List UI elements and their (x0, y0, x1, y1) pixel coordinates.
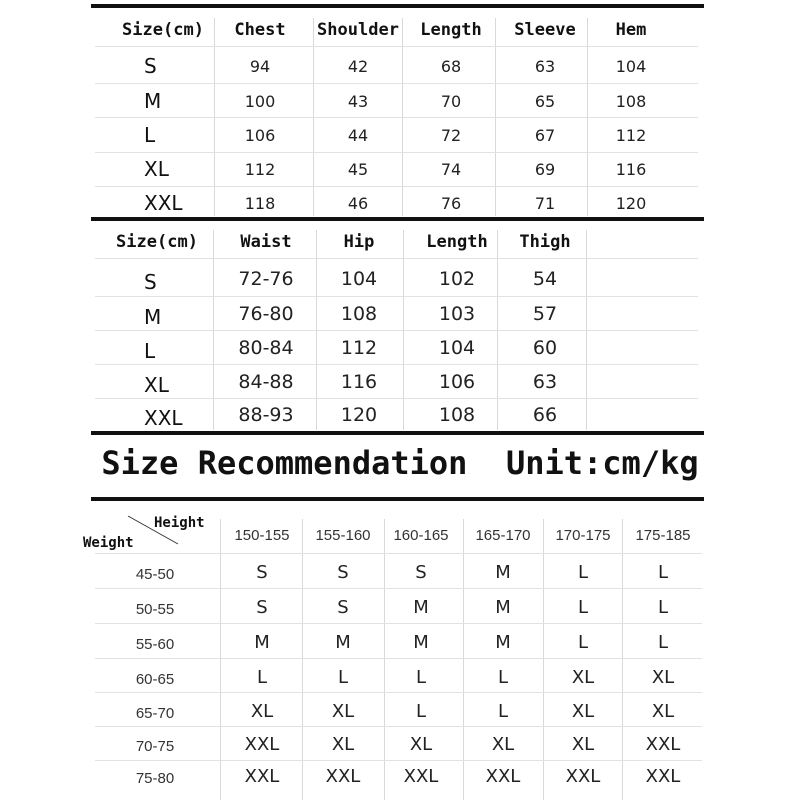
divider-after-top-table (91, 217, 704, 221)
pants-table-row-line (95, 330, 698, 331)
recommended-size-cell: XL (331, 734, 355, 755)
recommended-size-cell: XXL (244, 734, 280, 755)
weight-range-label: 55-60 (135, 636, 175, 653)
pants-table-row-line (95, 258, 698, 259)
top-table-header-2: Shoulder (317, 20, 399, 40)
pants-table-cell: 80-84 (238, 337, 294, 359)
pants-table-cell: 102 (438, 268, 476, 290)
pants-table-cell: 108 (438, 404, 476, 426)
weight-range-label: 60-65 (135, 671, 175, 688)
corner-header (80, 508, 220, 554)
height-range-header: 175-185 (635, 527, 691, 544)
top-table-cell: 65 (534, 92, 556, 111)
top-table-cell: 116 (615, 160, 647, 179)
pants-table-cell: 106 (438, 371, 476, 393)
recommended-size-cell: XXL (325, 766, 361, 787)
pants-table-header-1: Waist (240, 232, 292, 252)
divider-top (91, 4, 704, 8)
pants-table-header-4: Thigh (519, 232, 571, 252)
recommended-size-cell: XL (571, 734, 595, 755)
recommended-size-cell: L (256, 667, 268, 688)
pants-table-header-3: Length (426, 232, 488, 252)
rec-table-column-line (463, 519, 464, 800)
top-table-header-5: Hem (615, 20, 647, 40)
pants-table-size-label: L (144, 339, 156, 363)
rec-table-column-line (543, 519, 544, 800)
divider-after-title (91, 497, 704, 501)
top-table-cell: 44 (347, 126, 369, 145)
top-table-cell: 42 (347, 57, 369, 76)
weight-range-label: 75-80 (135, 770, 175, 787)
top-table-cell: 71 (534, 194, 556, 213)
pants-table-cell: 63 (532, 371, 558, 393)
pants-table-cell: 104 (340, 268, 378, 290)
corner-weight-label: Weight (83, 535, 134, 551)
recommended-size-cell: S (415, 562, 427, 583)
pants-table-row-line (95, 364, 698, 365)
divider-after-pants-table (91, 431, 704, 435)
rec-table-column-line (302, 519, 303, 800)
recommended-size-cell: S (337, 597, 349, 618)
top-table-size-label: XL (144, 157, 169, 181)
top-table-header-4: Sleeve (514, 20, 576, 40)
recommended-size-cell: L (657, 632, 669, 653)
weight-range-label: 45-50 (135, 566, 175, 583)
top-table-cell: 118 (244, 194, 276, 213)
weight-range-label: 70-75 (135, 738, 175, 755)
weight-range-label: 50-55 (135, 601, 175, 618)
top-table-size-label: XXL (144, 191, 183, 215)
height-range-header: 170-175 (555, 527, 611, 544)
recommended-size-cell: M (335, 632, 351, 653)
pants-table-cell: 112 (340, 337, 378, 359)
recommended-size-cell: M (495, 562, 511, 583)
recommended-size-cell: S (337, 562, 349, 583)
recommended-size-cell: XL (651, 701, 675, 722)
top-table-row-line (95, 117, 698, 118)
pants-table-cell: 120 (340, 404, 378, 426)
recommended-size-cell: L (657, 597, 669, 618)
pants-table-cell: 60 (532, 337, 558, 359)
pants-table-cell: 103 (438, 303, 476, 325)
pants-table-cell: 66 (532, 404, 558, 426)
recommended-size-cell: XXL (565, 766, 601, 787)
height-range-header: 150-155 (234, 527, 290, 544)
pants-table-cell: 108 (340, 303, 378, 325)
recommended-size-cell: L (415, 701, 427, 722)
top-table-cell: 74 (440, 160, 462, 179)
pants-table-row-line (95, 398, 698, 399)
pants-table-cell: 54 (532, 268, 558, 290)
pants-table-row-line (95, 296, 698, 297)
top-table-size-label: M (144, 89, 162, 113)
recommended-size-cell: XXL (485, 766, 521, 787)
top-table-cell: 94 (249, 57, 271, 76)
recommended-size-cell: M (413, 632, 429, 653)
top-table-cell: 106 (244, 126, 276, 145)
recommended-size-cell: XL (250, 701, 274, 722)
top-table-row-line (95, 46, 698, 47)
recommended-size-cell: XXL (244, 766, 280, 787)
rec-table-row-line (95, 658, 702, 659)
top-table-cell: 72 (440, 126, 462, 145)
top-table-cell: 46 (347, 194, 369, 213)
pants-table-header-0: Size(cm) (116, 232, 198, 252)
top-table-cell: 100 (244, 92, 276, 111)
top-table-header-0: Size(cm) (122, 20, 204, 40)
pants-table-cell: 116 (340, 371, 378, 393)
recommended-size-cell: XL (571, 701, 595, 722)
pants-table-header-2: Hip (343, 232, 375, 252)
pants-table-cell: 76-80 (238, 303, 294, 325)
top-table-cell: 45 (347, 160, 369, 179)
top-table-cell: 63 (534, 57, 556, 76)
top-table-header-3: Length (420, 20, 482, 40)
top-table-cell: 108 (615, 92, 647, 111)
pants-table-size-label: XL (144, 373, 169, 397)
top-table-row-line (95, 83, 698, 84)
recommended-size-cell: XXL (645, 734, 681, 755)
top-table-cell: 76 (440, 194, 462, 213)
rec-table-row-line (95, 588, 702, 589)
rec-table-row-line (95, 623, 702, 624)
recommended-size-cell: L (337, 667, 349, 688)
pants-table-cell: 104 (438, 337, 476, 359)
pants-table-cell: 57 (532, 303, 558, 325)
top-table-row-line (95, 152, 698, 153)
corner-height-label: Height (154, 515, 205, 531)
recommended-size-cell: XL (409, 734, 433, 755)
pants-table-cell: 72-76 (238, 268, 294, 290)
recommendation-title: Size Recommendation Unit:cm/kg (101, 444, 699, 482)
recommended-size-cell: M (495, 632, 511, 653)
recommended-size-cell: XL (331, 701, 355, 722)
pants-table-size-label: M (144, 305, 162, 329)
recommended-size-cell: M (495, 597, 511, 618)
top-table-cell: 69 (534, 160, 556, 179)
height-range-header: 165-170 (475, 527, 531, 544)
recommended-size-cell: XXL (403, 766, 439, 787)
top-table-cell: 67 (534, 126, 556, 145)
height-range-header: 160-165 (393, 527, 449, 544)
recommended-size-cell: L (577, 562, 589, 583)
top-table-cell: 120 (615, 194, 647, 213)
recommended-size-cell: XXL (645, 766, 681, 787)
rec-table-column-line (220, 519, 221, 800)
rec-table-column-line (384, 519, 385, 800)
recommended-size-cell: S (256, 562, 268, 583)
recommended-size-cell: L (577, 632, 589, 653)
recommended-size-cell: L (415, 667, 427, 688)
top-table-cell: 43 (347, 92, 369, 111)
rec-table-row-line (95, 726, 702, 727)
rec-table-row-line (95, 760, 702, 761)
top-table-cell: 104 (615, 57, 647, 76)
recommended-size-cell: M (254, 632, 270, 653)
pants-table-cell: 84-88 (238, 371, 294, 393)
pants-table-cell: 88-93 (238, 404, 294, 426)
recommended-size-cell: L (497, 701, 509, 722)
weight-range-label: 65-70 (135, 705, 175, 722)
height-range-header: 155-160 (315, 527, 371, 544)
recommended-size-cell: S (256, 597, 268, 618)
top-table-cell: 68 (440, 57, 462, 76)
top-table-size-label: S (144, 54, 157, 78)
top-table-size-label: L (144, 123, 156, 147)
recommended-size-cell: L (657, 562, 669, 583)
recommended-size-cell: XL (571, 667, 595, 688)
recommended-size-cell: L (497, 667, 509, 688)
pants-table-size-label: XXL (144, 406, 183, 430)
pants-table-size-label: S (144, 270, 157, 294)
recommended-size-cell: XL (651, 667, 675, 688)
top-table-header-1: Chest (234, 20, 286, 40)
recommended-size-cell: XL (491, 734, 515, 755)
recommended-size-cell: M (413, 597, 429, 618)
top-table-cell: 112 (244, 160, 276, 179)
top-table-cell: 70 (440, 92, 462, 111)
rec-table-row-line (95, 692, 702, 693)
rec-table-row-line (95, 553, 702, 554)
rec-table-column-line (622, 519, 623, 800)
recommended-size-cell: L (577, 597, 589, 618)
top-table-row-line (95, 186, 698, 187)
top-table-cell: 112 (615, 126, 647, 145)
